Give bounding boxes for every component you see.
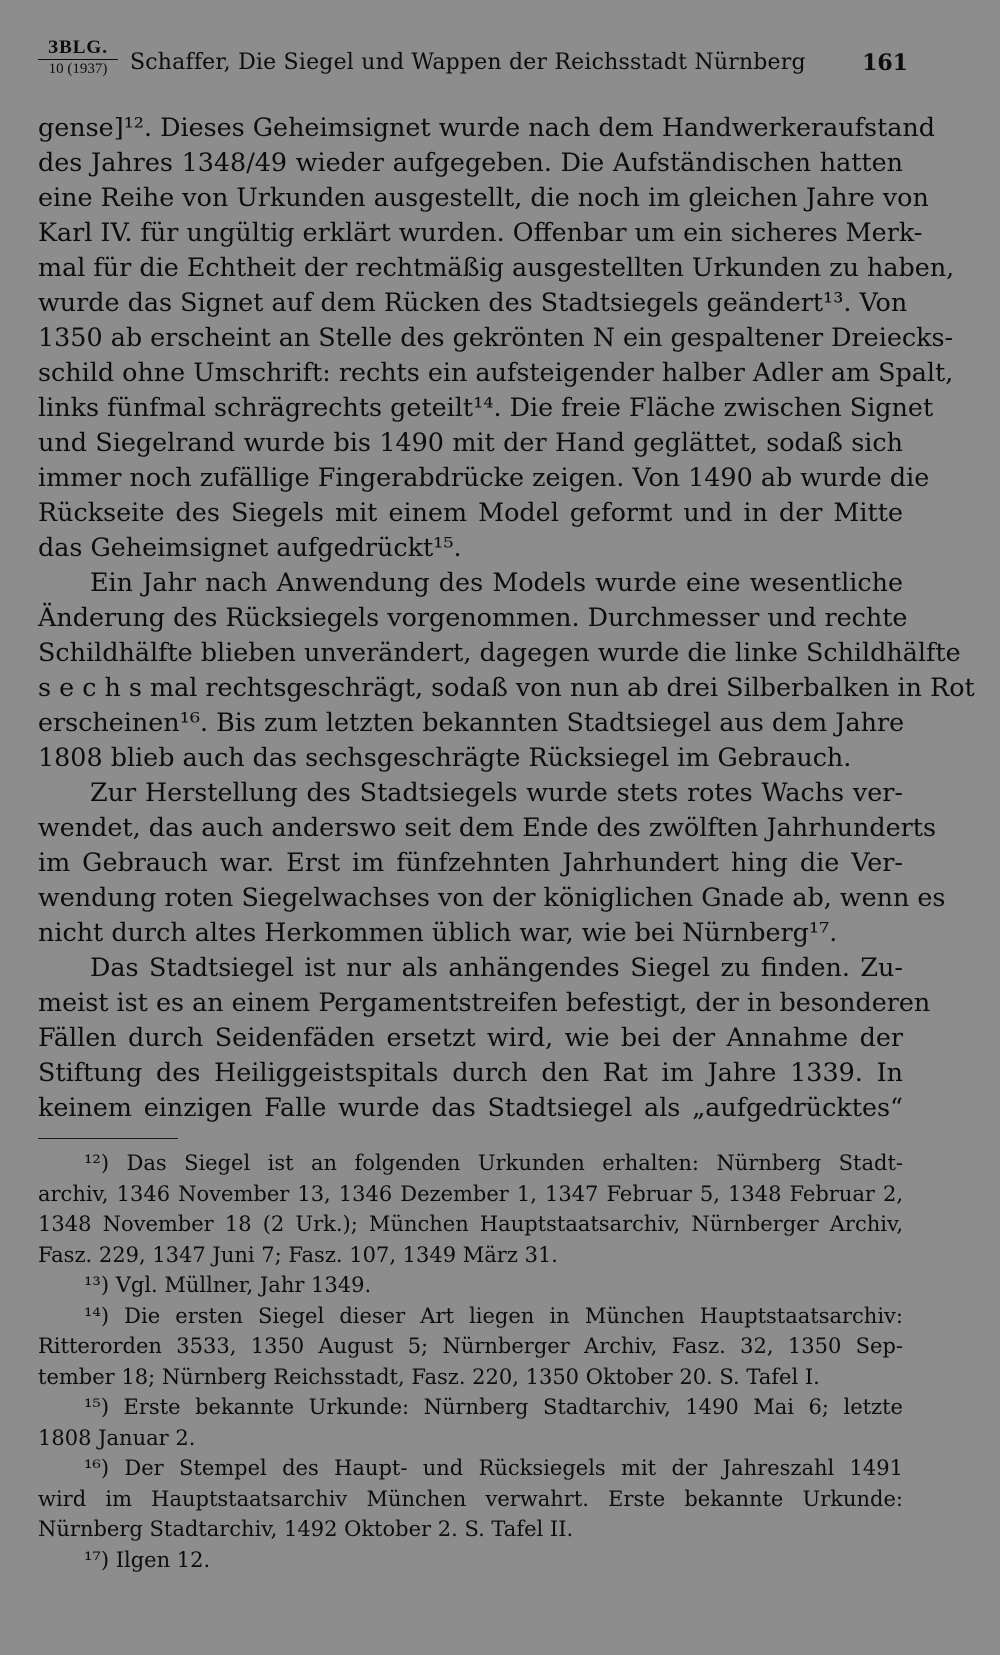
footnote [38,1148,903,1270]
footnote [38,1392,903,1453]
footnote [38,1453,903,1545]
text-line: Änderung des Rücksiegels vorgenommen. Durchmesser und rechte [38,602,908,632]
footnote-line: ¹⁴) Die ersten Siegel dieser Art liegen in München Hauptstaatsarchiv: [84,1303,903,1328]
paragraph [38,775,946,950]
text-line: links fünfmal schrägrechts geteilt¹⁴. Die freie Fläche zwischen Signet [38,392,934,422]
body-text [38,110,975,1125]
footnote-line: 1348 November 18 (2 Urk.); München Hauptstaatsarchiv, Nürnberger Archiv, [38,1212,903,1236]
text-line: Schildhälfte blieben unverändert, dagegen wurde die linke Schildhälfte [38,637,961,667]
text-line: eine Reihe von Urkunden ausgestellt, die noch im gleichen Jahre von [38,182,929,212]
footnote-line: ¹⁵) Erste bekannte Urkunde: Nürnberg Stadtarchiv, 1490 Mai 6; letzte [84,1395,903,1419]
footnote-line: ¹⁶) Der Stempel des Haupt- und Rücksiegels mit der Jahreszahl 1491 [84,1456,903,1480]
text-line: Stiftung des Heiliggeistspitals durch den Rat im Jahre 1339. In [38,1057,903,1087]
footnote-line: Nürnberg Stadtarchiv, 1492 Oktober 2. S. Tafel II. [38,1517,574,1541]
footnote-line: ¹²) Das Siegel ist an folgenden Urkunden erhalten: Nürnberg Stadt- [84,1151,903,1175]
text-line: Zur Herstellung des Stadtsiegels wurde stets rotes Wachs ver- [90,777,903,807]
footnote [38,1270,903,1301]
text-line: 1350 ab erscheint an Stelle des gekrönten N ein gespaltener Dreiecks- [38,322,954,352]
text-line: erscheinen¹⁶. Bis zum letzten bekannten Stadtsiegel aus dem Jahre [38,707,905,737]
journal-volume: 10 (1937) [48,61,108,77]
text-line: mal für die Echtheit der rechtmäßig ausgestellten Urkunden zu haben, [38,252,955,282]
footnote-line: Fasz. 229, 1347 Juni 7; Fasz. 107, 1349 März 31. [38,1242,558,1267]
footnote-line: ¹⁷) Ilgen 12. [84,1547,211,1572]
page-header [38,30,908,90]
text-line: wendung roten Siegelwachses von der königlichen Gnade ab, wenn es [38,882,946,912]
text-line: im Gebrauch war. Erst im fünfzehnten Jahrhundert hing die Ver- [38,847,903,877]
footnote-line: archiv, 1346 November 13, 1346 Dezember 1, 1347 Februar 5, 1348 Februar 2, [38,1181,903,1206]
footnote-divider [38,1138,178,1139]
page-number: 161 [862,50,908,76]
footnotes [38,1148,903,1575]
text-line: meist ist es an einem Pergamentstreifen befestigt, der in besonderen [38,987,931,1017]
text-line: des Jahres 1348/49 wieder aufgegeben. Die Aufständischen hatten [38,147,903,177]
paragraph [38,110,955,565]
text-line: wendet, das auch anderswo seit dem Ende des zwölften Jahrhunderts [38,812,936,842]
text-line: Ein Jahr nach Anwendung des Models wurde eine wesentliche [90,567,903,597]
text-line: 1808 blieb auch das sechsgeschrägte Rücksiegel im Gebrauch. [38,742,852,772]
paragraph [38,950,931,1125]
text-line: das Geheimsignet aufgedrückt¹⁵. [38,532,462,562]
text-line: Das Stadtsiegel ist nur als anhängendes Siegel zu finden. Zu- [90,952,903,982]
footnote-line: Ritterorden 3533, 1350 August 5; Nürnberger Archiv, Fasz. 32, 1350 Sep- [38,1334,903,1358]
text-line: Karl IV. für ungültig erklärt wurden. Offenbar um ein sicheres Merk- [38,217,923,247]
footnote-line: tember 18; Nürnberg Reichsstadt, Fasz. 220, 1350 Oktober 20. S. Tafel I. [38,1364,820,1389]
footnote-line: wird im Hauptstaatsarchiv München verwahrt. Erste bekannte Urkunde: [38,1486,903,1511]
footnote [38,1301,903,1393]
footnote [38,1545,903,1576]
journal-citation [38,38,118,79]
text-line: Fällen durch Seidenfäden ersetzt wird, wie bei der Annahme der [38,1022,903,1052]
footnote-line: 1808 Januar 2. [38,1425,196,1450]
running-title: Schaffer, Die Siegel und Wappen der Reichsstadt Nürnberg [130,50,806,75]
footnote-line: ¹³) Vgl. Müllner, Jahr 1349. [84,1273,372,1297]
text-line: Rückseite des Siegels mit einem Model geformt und in der Mitte [38,497,903,527]
text-line: keinem einzigen Falle wurde das Stadtsiegel als „aufgedrücktes“ [38,1092,903,1122]
text-line: gense]¹². Dieses Geheimsignet wurde nach dem Handwerkeraufstand [38,112,936,142]
text-line: und Siegelrand wurde bis 1490 mit der Hand geglättet, sodaß sich [38,427,903,457]
text-line: nicht durch altes Herkommen üblich war, wie bei Nürnberg¹⁷. [38,917,838,947]
paragraph [38,565,975,775]
text-line: s e c h s mal rechtsgeschrägt, sodaß von nun ab drei Silberbalken in Rot [38,672,975,702]
text-line: immer noch zufällige Fingerabdrücke zeigen. Von 1490 ab wurde die [38,462,930,492]
journal-abbreviation: ЗВLG. [38,38,118,60]
text-line: schild ohne Umschrift: rechts ein aufsteigender halber Adler am Spalt, [38,357,954,387]
text-line: wurde das Signet auf dem Rücken des Stadtsiegels geändert¹³. Von [38,287,908,317]
